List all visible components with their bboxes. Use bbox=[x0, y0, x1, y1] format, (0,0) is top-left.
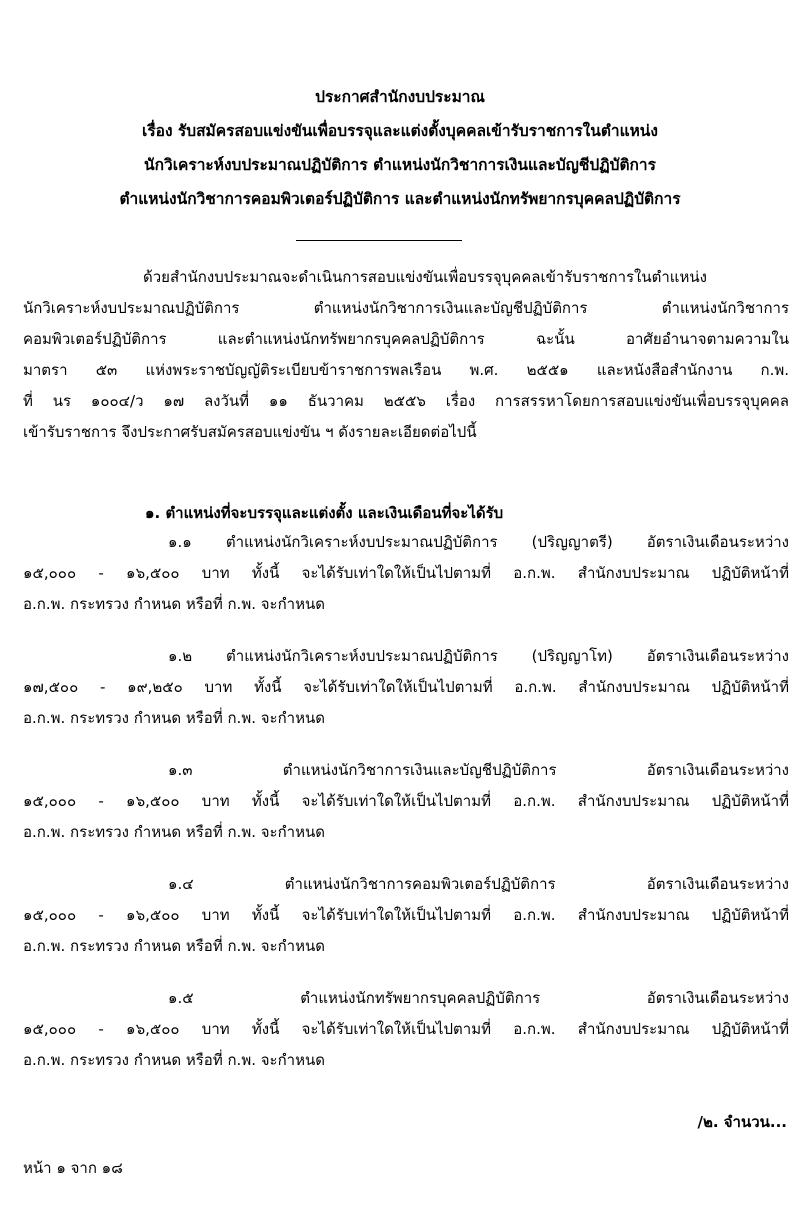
position-item-authority: อ.ก.พ. กระทรวง กำหนด หรือที่ ก.พ. จะกำหนด bbox=[23, 595, 325, 613]
position-item-salary: ๑๕,๐๐๐ - ๑๖,๕๐๐ บาท ทั้งนี้ จะได้รับเท่าใดให้เป็นไปตามที่ อ.ก.พ. สำนักงบประมาณ ปฏิบัติหน้าที่ bbox=[23, 1020, 789, 1038]
position-item-title: ๑.๓ ตำแหน่งนักวิชาการเงินและบัญชีปฏิบัติการ อัตราเงินเดือนระหว่าง bbox=[168, 761, 789, 779]
position-item bbox=[23, 755, 789, 848]
intro-paragraph bbox=[23, 262, 789, 448]
position-item-authority: อ.ก.พ. กระทรวง กำหนด หรือที่ ก.พ. จะกำหนด bbox=[23, 937, 325, 955]
header-line-subject: เรื่อง รับสมัครสอบแข่งขันเพื่อบรรจุและแต่งตั้งบุคคลเข้ารับราชการในตำแหน่ง bbox=[142, 122, 658, 140]
continued-marker: /๒. จำนวน... bbox=[697, 1113, 787, 1131]
position-item-title: ๑.๕ ตำแหน่งนักทรัพยากรบุคคลปฏิบัติการ อัตราเงินเดือนระหว่าง bbox=[168, 989, 789, 1007]
header-line-positions-2: ตำแหน่งนักวิชาการคอมพิวเตอร์ปฏิบัติการ และตำแหน่งนักทรัพยากรบุคคลปฏิบัติการ bbox=[119, 190, 681, 208]
position-item-authority: อ.ก.พ. กระทรวง กำหนด หรือที่ ก.พ. จะกำหนด bbox=[23, 823, 325, 841]
position-item-title: ๑.๑ ตำแหน่งนักวิเคราะห์งบประมาณปฏิบัติการ (ปริญญาตรี) อัตราเงินเดือนระหว่าง bbox=[168, 533, 789, 551]
position-list bbox=[23, 527, 789, 1097]
header-line-positions-1: นักวิเคราะห์งบประมาณปฏิบัติการ ตำแหน่งนักวิชาการเงินและบัญชีปฏิบัติการ bbox=[144, 156, 656, 174]
intro-line: ที่ นร ๑๐๐๔/ว ๑๗ ลงวันที่ ๑๑ ธันวาคม ๒๕๕๖ เรื่อง การสรรหาโดยการสอบแข่งขันเพื่อบรรจุบุคคล bbox=[23, 392, 789, 410]
intro-line: มาตรา ๕๓ แห่งพระราชบัญญัติระเบียบข้าราชการพลเรือน พ.ศ. ๒๕๕๑ และหนังสือสำนักงาน ก.พ. bbox=[23, 361, 789, 379]
position-item-authority: อ.ก.พ. กระทรวง กำหนด หรือที่ ก.พ. จะกำหนด bbox=[23, 709, 325, 727]
position-item bbox=[23, 869, 789, 962]
intro-line: นักวิเคราะห์งบประมาณปฏิบัติการ ตำแหน่งนักวิชาการเงินและบัญชีปฏิบัติการ ตำแหน่งนักวิชาการ bbox=[23, 299, 789, 317]
intro-line: คอมพิวเตอร์ปฏิบัติการ และตำแหน่งนักทรัพยากรบุคคลปฏิบัติการ ฉะนั้น อาศัยอำนาจตามความใน bbox=[23, 330, 789, 348]
position-item bbox=[23, 527, 789, 620]
intro-line: ด้วยสำนักงบประมาณจะดำเนินการสอบแข่งขันเพื่อบรรจุบุคคลเข้ารับราชการในตำแหน่ง bbox=[143, 268, 707, 286]
announcement-header bbox=[0, 80, 800, 216]
position-item bbox=[23, 641, 789, 734]
position-item-salary: ๑๕,๐๐๐ - ๑๖,๕๐๐ บาท ทั้งนี้ จะได้รับเท่าใดให้เป็นไปตามที่ อ.ก.พ. สำนักงบประมาณ ปฏิบัติหน้าที่ bbox=[23, 564, 789, 582]
position-item-title: ๑.๔ ตำแหน่งนักวิชาการคอมพิวเตอร์ปฏิบัติการ อัตราเงินเดือนระหว่าง bbox=[168, 875, 789, 893]
position-item-salary: ๑๕,๐๐๐ - ๑๖,๕๐๐ บาท ทั้งนี้ จะได้รับเท่าใดให้เป็นไปตามที่ อ.ก.พ. สำนักงบประมาณ ปฏิบัติหน้าที่ bbox=[23, 906, 789, 924]
position-item bbox=[23, 983, 789, 1076]
intro-line: เข้ารับราชการ จึงประกาศรับสมัครสอบแข่งขัน ฯ ดังรายละเอียดต่อไปนี้ bbox=[23, 423, 477, 441]
position-item-salary: ๑๗,๕๐๐ - ๑๙,๒๕๐ บาท ทั้งนี้ จะได้รับเท่าใดให้เป็นไปตามที่ อ.ก.พ. สำนักงบประมาณ ปฏิบัติหน้าที่ bbox=[23, 678, 789, 696]
position-item-title: ๑.๒ ตำแหน่งนักวิเคราะห์งบประมาณปฏิบัติการ (ปริญญาโท) อัตราเงินเดือนระหว่าง bbox=[168, 647, 789, 665]
position-item-salary: ๑๕,๐๐๐ - ๑๖,๕๐๐ บาท ทั้งนี้ จะได้รับเท่าใดให้เป็นไปตามที่ อ.ก.พ. สำนักงบประมาณ ปฏิบัติหน้าที่ bbox=[23, 792, 789, 810]
position-item-authority: อ.ก.พ. กระทรวง กำหนด หรือที่ ก.พ. จะกำหนด bbox=[23, 1051, 325, 1069]
header-line-agency: ประกาศสำนักงบประมาณ bbox=[315, 88, 485, 106]
header-divider bbox=[296, 240, 462, 241]
section-title: ๑. ตำแหน่งที่จะบรรจุและแต่งตั้ง และเงินเดือนที่จะได้รับ bbox=[145, 504, 504, 522]
page-number: หน้า ๑ จาก ๑๘ bbox=[23, 1159, 123, 1177]
